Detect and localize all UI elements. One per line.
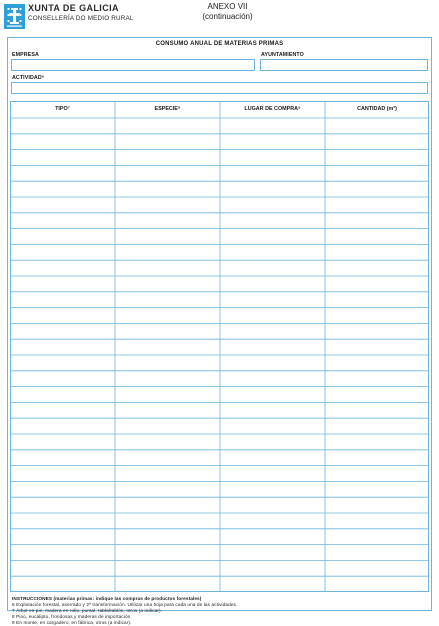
instruction-note-7: 7 Árbol en pie, madera en rollo, puntal, tabla/tablón, otros (a indicar).	[12, 608, 163, 613]
column-header-lugar-compra: LUGAR DE COMPRA⁹	[244, 106, 301, 112]
org-name: XUNTA DE GALICIA	[28, 3, 119, 13]
table-grid-lines	[10, 101, 429, 592]
materials-table	[10, 101, 429, 592]
annex-title: ANEXO VII	[207, 2, 248, 11]
actividad-field[interactable]	[11, 82, 428, 94]
page-header	[0, 0, 439, 36]
ayuntamiento-label: AYUNTAMIENTO	[261, 52, 304, 58]
empresa-label: EMPRESA	[12, 52, 39, 58]
instruction-note-8: 8 Pino, eucalipto, frondosas y maderas de importación.	[12, 614, 132, 619]
table-border	[11, 102, 429, 592]
column-header-cantidad: CANTIDAD (m³)	[357, 106, 397, 112]
xunta-logo	[4, 4, 25, 29]
empresa-field[interactable]	[11, 59, 255, 71]
department-name: CONSELLERÍA DO MEDIO RURAL	[28, 15, 134, 22]
instructions-title: INSTRUCCIONES (materias primas: indique las compras de productos forestales)	[12, 596, 202, 601]
actividad-label: ACTIVIDAD⁶	[12, 75, 45, 81]
annex-subtitle: (continuación)	[202, 12, 253, 21]
column-header-especie: ESPECIE⁸	[154, 106, 181, 112]
ayuntamiento-field[interactable]	[260, 59, 428, 71]
instruction-note-9: 9 En monte, en cargadero, en fábrica, otros (a indicar).	[12, 620, 132, 625]
form-title: CONSUMO ANUAL DE MATERIAS PRIMAS	[155, 41, 284, 47]
annex-heading	[180, 2, 275, 22]
column-header-tipo: TIPO⁷	[55, 106, 70, 112]
instruction-note-6: 6 Explotación forestal, aserrado y 2ª transformación. Utilizar una hoja para cada una de las actividades.	[12, 602, 238, 607]
